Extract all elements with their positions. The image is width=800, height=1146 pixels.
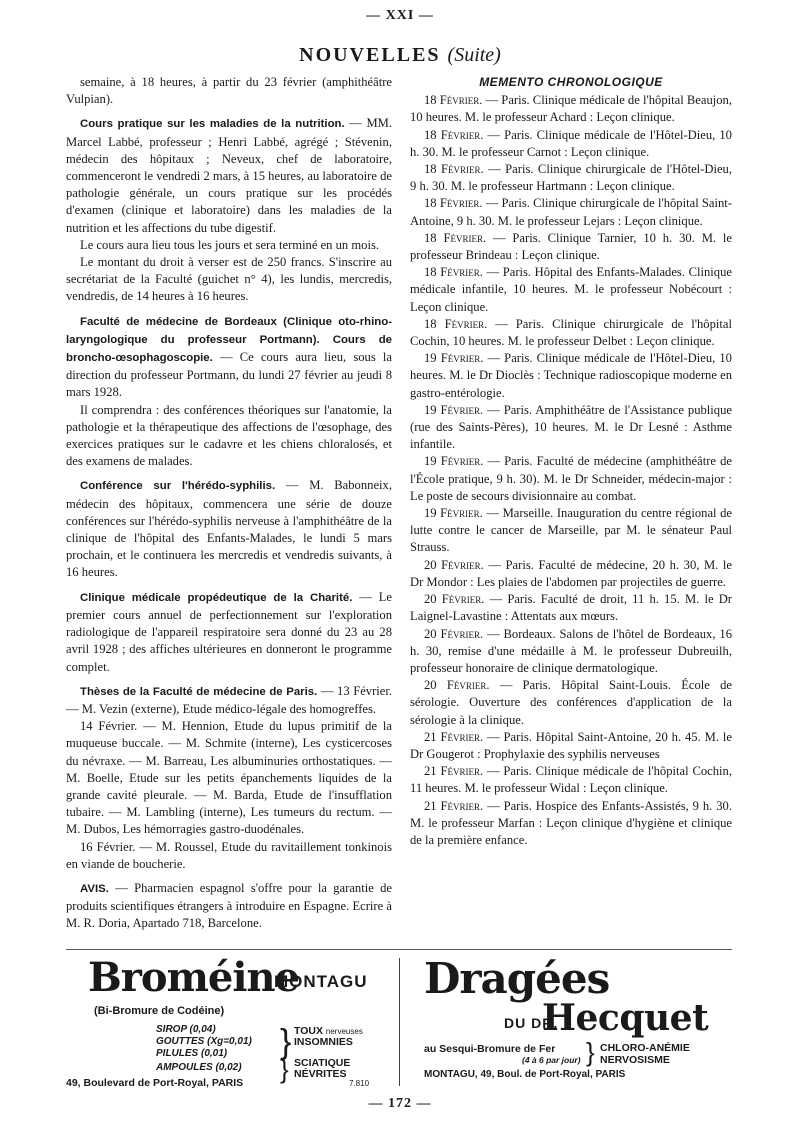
bromeine-subtitle: (Bi-Bromure de Codéine) — [94, 1005, 225, 1017]
memento-text: — Paris. Clinique chirurgicale de l'hôpital Cochin, 10 heures. M. le professeur Delbet : Leçon clinique. — [410, 316, 732, 349]
news-text: — Ce cours aura lieu, sous la direction du professeur Portmann, du lundi 27 février au jeudi 8 mars 1928. — [66, 350, 392, 400]
memento-entry — [410, 316, 732, 350]
news-paragraph — [66, 254, 392, 306]
memento-date: 19 Février. — [424, 506, 483, 521]
memento-text: — Paris. Hospice des Enfants-Assistés, 9 h. 30. M. le professeur Marfan : Leçon clinique d'hygiène et clinique de la première enfance. — [410, 798, 732, 847]
bromeine-maker: MONTAGU — [274, 972, 368, 991]
memento-date: 21 Février. — [424, 798, 484, 813]
news-paragraph — [66, 880, 392, 933]
memento-date: 19 Février. — [424, 402, 484, 417]
section-title-suite: (Suite) — [447, 44, 501, 66]
bromeine-brand: Broméine — [88, 954, 300, 1001]
right-column — [410, 74, 732, 849]
news-paragraph — [66, 839, 392, 873]
brace-icon: } — [586, 1037, 595, 1067]
dragees-brand: Dragées — [424, 954, 610, 1003]
memento-date: 21 Février. — [424, 764, 484, 779]
bromeine-indications-2 — [294, 1058, 350, 1080]
indication-toux: TOUX — [294, 1025, 323, 1037]
memento-text: — Paris. Faculté de médecine (amphithéâtre de l'École pratique, 9 h. 30). M. le Dr Schneider, médecin-major : Le poste de secours divisionnaire au combat. — [410, 454, 732, 503]
memento-entry — [410, 92, 732, 126]
memento-text: — Marseille. Inauguration du centre régional de lutte contre le cancer de Marseille, par M. le sénateur Paul Strauss. — [410, 506, 732, 555]
form-ampoules: AMPOULES (0,02) — [156, 1062, 242, 1073]
section-title — [0, 44, 800, 66]
memento-text: — Paris. Faculté de médecine, 20 h. 30, M. le Dr Mondor : Les plaies de l'abdomen par projectiles de guerre. — [410, 557, 732, 589]
brace-icon: } — [280, 1054, 289, 1084]
news-text: — M. Babonneix, médecin des hôpitaux, commencera une série de douze conférences sur l'hérédo-syphilis nerveuse à l'amphithéâtre de la clinique de l'hôpital des Enfants-Malades, le lundi 5 mars prochain, et le continuera les mercredis et vendredis suivants, à 16 heures. — [66, 478, 392, 580]
page-number: — 172 — — [368, 1096, 432, 1111]
memento-text: — Paris. Clinique médicale de l'Hôtel-Dieu, 10 heures. M. le Dr Dioclès : Technique radioscopique moderne en gastro-entérologie. — [410, 351, 732, 400]
memento-text: — Paris. Clinique chirurgicale de l'hôpital Saint-Antoine, 9 h. 30. M. le professeur Lejars : Leçon clinique. — [410, 196, 732, 228]
indication-insomnies: INSOMNIES — [294, 1036, 353, 1048]
dragees-prefix: DU DR. — [504, 1015, 559, 1031]
memento-date: 18 Février. — [424, 127, 484, 142]
news-text: semaine, à 18 heures, à partir du 23 février (amphithéâtre Vulpian). — [66, 75, 392, 107]
memento-entry — [410, 591, 732, 625]
bromeine-indications — [294, 1026, 363, 1048]
indication-chloro-anemie: CHLORO-ANÉMIE — [600, 1042, 690, 1054]
dragees-indications — [600, 1042, 690, 1066]
dragees-name: Hecquet — [542, 997, 709, 1039]
news-text: Le montant du droit à verser est de 250 francs. S'inscrire au secrétariat de la Faculté (guichet n° 4), les lundis, mercredis, vendredis, de 14 heures à 16 heures. — [66, 255, 392, 304]
news-heading: Thèses de la Faculté de médecine de Paris. — [80, 685, 318, 698]
memento-date: 18 Février. — [424, 230, 487, 245]
memento-text: — Paris. Clinique médicale de l'Hôtel-Dieu, 10 h. 30. M. le professeur Carnot : Leçon clinique. — [410, 127, 732, 159]
memento-entry — [410, 798, 732, 850]
advert-bromeine — [66, 956, 386, 1090]
memento-date: 18 Février. — [424, 162, 484, 177]
news-heading: Clinique médicale propédeutique de la Charité. — [80, 591, 353, 604]
news-paragraph — [66, 477, 392, 581]
memento-entry — [410, 402, 732, 454]
memento-date: 18 Février. — [424, 196, 483, 211]
memento-entry — [410, 161, 732, 195]
dragees-address: MONTAGU, 49, Boul. de Port-Royal, PARIS — [424, 1069, 626, 1080]
news-paragraph — [66, 683, 392, 718]
dragees-dose: (4 à 6 par jour) — [522, 1055, 581, 1065]
memento-text: — Paris. Amphithéâtre de l'Assistance publique (rue des Saints-Pères), 10 heures. M. le Dr Lesné : Asthme infantile. — [410, 402, 732, 452]
memento-entry — [410, 557, 732, 591]
memento-date: 20 Février. — [424, 678, 490, 693]
indication-nervosisme: NERVOSISME — [600, 1054, 670, 1066]
memento-entry — [410, 230, 732, 264]
memento-text: — Paris. Clinique chirurgicale de l'Hôtel-Dieu, 9 h. 30. M. le professeur Hartmann : Leçon clinique. — [410, 162, 732, 194]
memento-text: — Paris. Clinique médicale de l'hôpital Cochin, 11 heures. M. le professeur Widal : Leçon clinique. — [410, 764, 732, 796]
memento-date: 18 Février. — [424, 265, 483, 280]
memento-entry — [410, 453, 732, 505]
memento-entry — [410, 195, 732, 229]
memento-entry — [410, 763, 732, 797]
memento-entry — [410, 505, 732, 557]
memento-list — [410, 92, 732, 849]
news-text: 16 Février. — M. Roussel, Etude du ravitaillement tonkinois en viande de boucherie. — [66, 839, 392, 871]
form-pilules: PILULES (0,01) — [156, 1048, 228, 1059]
news-text: Il comprendra : des conférences théoriques sur l'anatomie, la pathologie et la thérapeutique des affections de l'œsophage, des exercices pratiques sur le cadavre et les chiens chloralosés, et des examens de malades. — [66, 402, 392, 469]
news-text: — Le premier cours annuel de perfectionnement sur l'exploration radiologique de l'appareil respiratoire sera donné du 23 au 28 avril 1928 ; des affiches ultérieures en donneront le programme complet. — [66, 589, 392, 674]
memento-text: — Paris. Hôpital des Enfants-Malades. Clinique médicale infantile, 10 heures. M. le professeur Nobécourt : Leçon clinique. — [410, 265, 732, 314]
ads-separator — [66, 949, 732, 950]
news-text: Le cours aura lieu tous les jours et sera terminé en un mois. — [80, 237, 380, 252]
memento-entry — [410, 350, 732, 402]
news-heading: Conférence sur l'hérédo-syphilis. — [80, 480, 276, 493]
form-gouttes: GOUTTES (Xg=0,01) — [156, 1036, 252, 1047]
memento-date: 20 Février. — [424, 592, 485, 607]
memento-date: 20 Février. — [424, 557, 484, 572]
memento-date: 21 Février. — [424, 729, 484, 744]
news-text: 14 Février. — M. Hennion, Etude du lupus primitif de la muqueuse buccale. — M. Schmite (interne), Les cysticercoses du névraxe. — M. Barreau, Les albuminuries orthostatiques. — M. Boelle, Etude sur les petits épanchements liquides de la grande cavité pleurale. — M. Barda, Etude de l'insufflation tubaire. — M. Lambling (interne), Les tumeurs du rectum. — M. Dubos, Les hémorragies gastro-duodénales. — [66, 719, 392, 837]
memento-text: — Paris. Hôpital Saint-Louis. École de sérologie. Ouverture des conférences d'application de la sérologie à la clinique. — [410, 678, 732, 727]
news-heading: AVIS. — [80, 882, 109, 895]
news-text: — MM. Marcel Labbé, professeur ; Henri Labbé, agrégé ; Stévenin, médecin des hôpitaux ; Neveux, chef de laboratoire, commenceront le vendredi 2 mars, à 15 heures, au laboratoire de pathologie générale, un cours pratique sur les procédés d'examen (clinique et laboratoire) dans les maladies de la nutrition et les affections du tube digestif. — [66, 116, 393, 235]
memento-text: — Paris. Clinique médicale de l'hôpital Beaujon, 10 heures. M. le professeur Achard : Leçon clinique. — [410, 93, 732, 125]
form-sirop: SIROP (0,04) — [156, 1024, 216, 1035]
news-paragraph — [66, 589, 392, 676]
bromeine-address: 49, Boulevard de Port-Royal, PARIS — [66, 1077, 244, 1089]
indication-toux-qualifier: nerveuses — [325, 1027, 363, 1036]
dragees-composition: au Sesqui-Bromure de Fer — [424, 1043, 556, 1055]
news-paragraph — [66, 74, 392, 108]
news-paragraph — [66, 313, 392, 402]
advert-dragees-hecquet — [412, 956, 732, 1090]
bromeine-forms — [156, 1024, 252, 1060]
bromeine-code: 7.810 — [349, 1079, 370, 1088]
memento-title: MEMENTO CHRONOLOGIQUE — [479, 75, 663, 89]
left-column — [66, 74, 392, 933]
news-text: — Pharmacien espagnol s'offre pour la garantie de produits scientifiques étrangers à introduire en Espagne. Ecrire à M. R. Doria, Apartado 718, Barcelone. — [66, 880, 392, 931]
news-paragraph — [66, 718, 392, 838]
memento-entry — [410, 127, 732, 161]
memento-text: — Paris. Hôpital Saint-Antoine, 20 h. 45. M. le Dr Gougerot : Prophylaxie des syphilis nerveuses — [410, 729, 732, 761]
news-paragraph — [66, 115, 392, 236]
news-text: — 13 Février. — M. Vezin (externe), Etude médico-légale des homogreffes. — [66, 683, 393, 716]
news-heading: Cours pratique sur les maladies de la nutrition. — [80, 118, 345, 131]
memento-date: 18 Février. — [424, 93, 483, 108]
brace-icon: } — [280, 1023, 292, 1061]
memento-entry — [410, 626, 732, 678]
memento-entry — [410, 677, 732, 729]
indication-sciatique: SCIATIQUE — [294, 1057, 351, 1069]
memento-text: — Bordeaux. Salons de l'hôtel de Bordeaux, 16 h. 30, remise d'une médaille à M. le professeur Dubreuilh, professeur honoraire de clinique dermatologique. — [410, 626, 732, 675]
memento-date: 19 Février. — [424, 454, 484, 469]
memento-text: — Paris. Faculté de droit, 11 h. 15. M. le Dr Laignel-Lavastine : Attentats aux mœurs. — [410, 592, 732, 624]
memento-text: — Paris. Clinique Tarnier, 10 h. 30. M. le professeur Brindeau : Leçon clinique. — [410, 230, 732, 263]
memento-date: 18 Février. — [424, 316, 488, 331]
ads-divider — [399, 958, 400, 1086]
news-paragraph — [66, 402, 392, 471]
news-paragraph — [66, 237, 392, 254]
memento-date: 20 Février. — [424, 626, 484, 641]
page-roman-number: — XXI — — [366, 8, 434, 23]
memento-date: 19 Février. — [424, 351, 484, 366]
memento-entry — [410, 729, 732, 763]
indication-nevrites: NÉVRITES — [294, 1068, 347, 1080]
section-title-text: NOUVELLES — [299, 44, 441, 66]
memento-entry — [410, 264, 732, 316]
news-heading: Faculté de médecine de Bordeaux (Clinique oto-rhino-laryngologique du professeur Portmann). Cours de broncho-œsophagoscopie. — [66, 315, 392, 365]
